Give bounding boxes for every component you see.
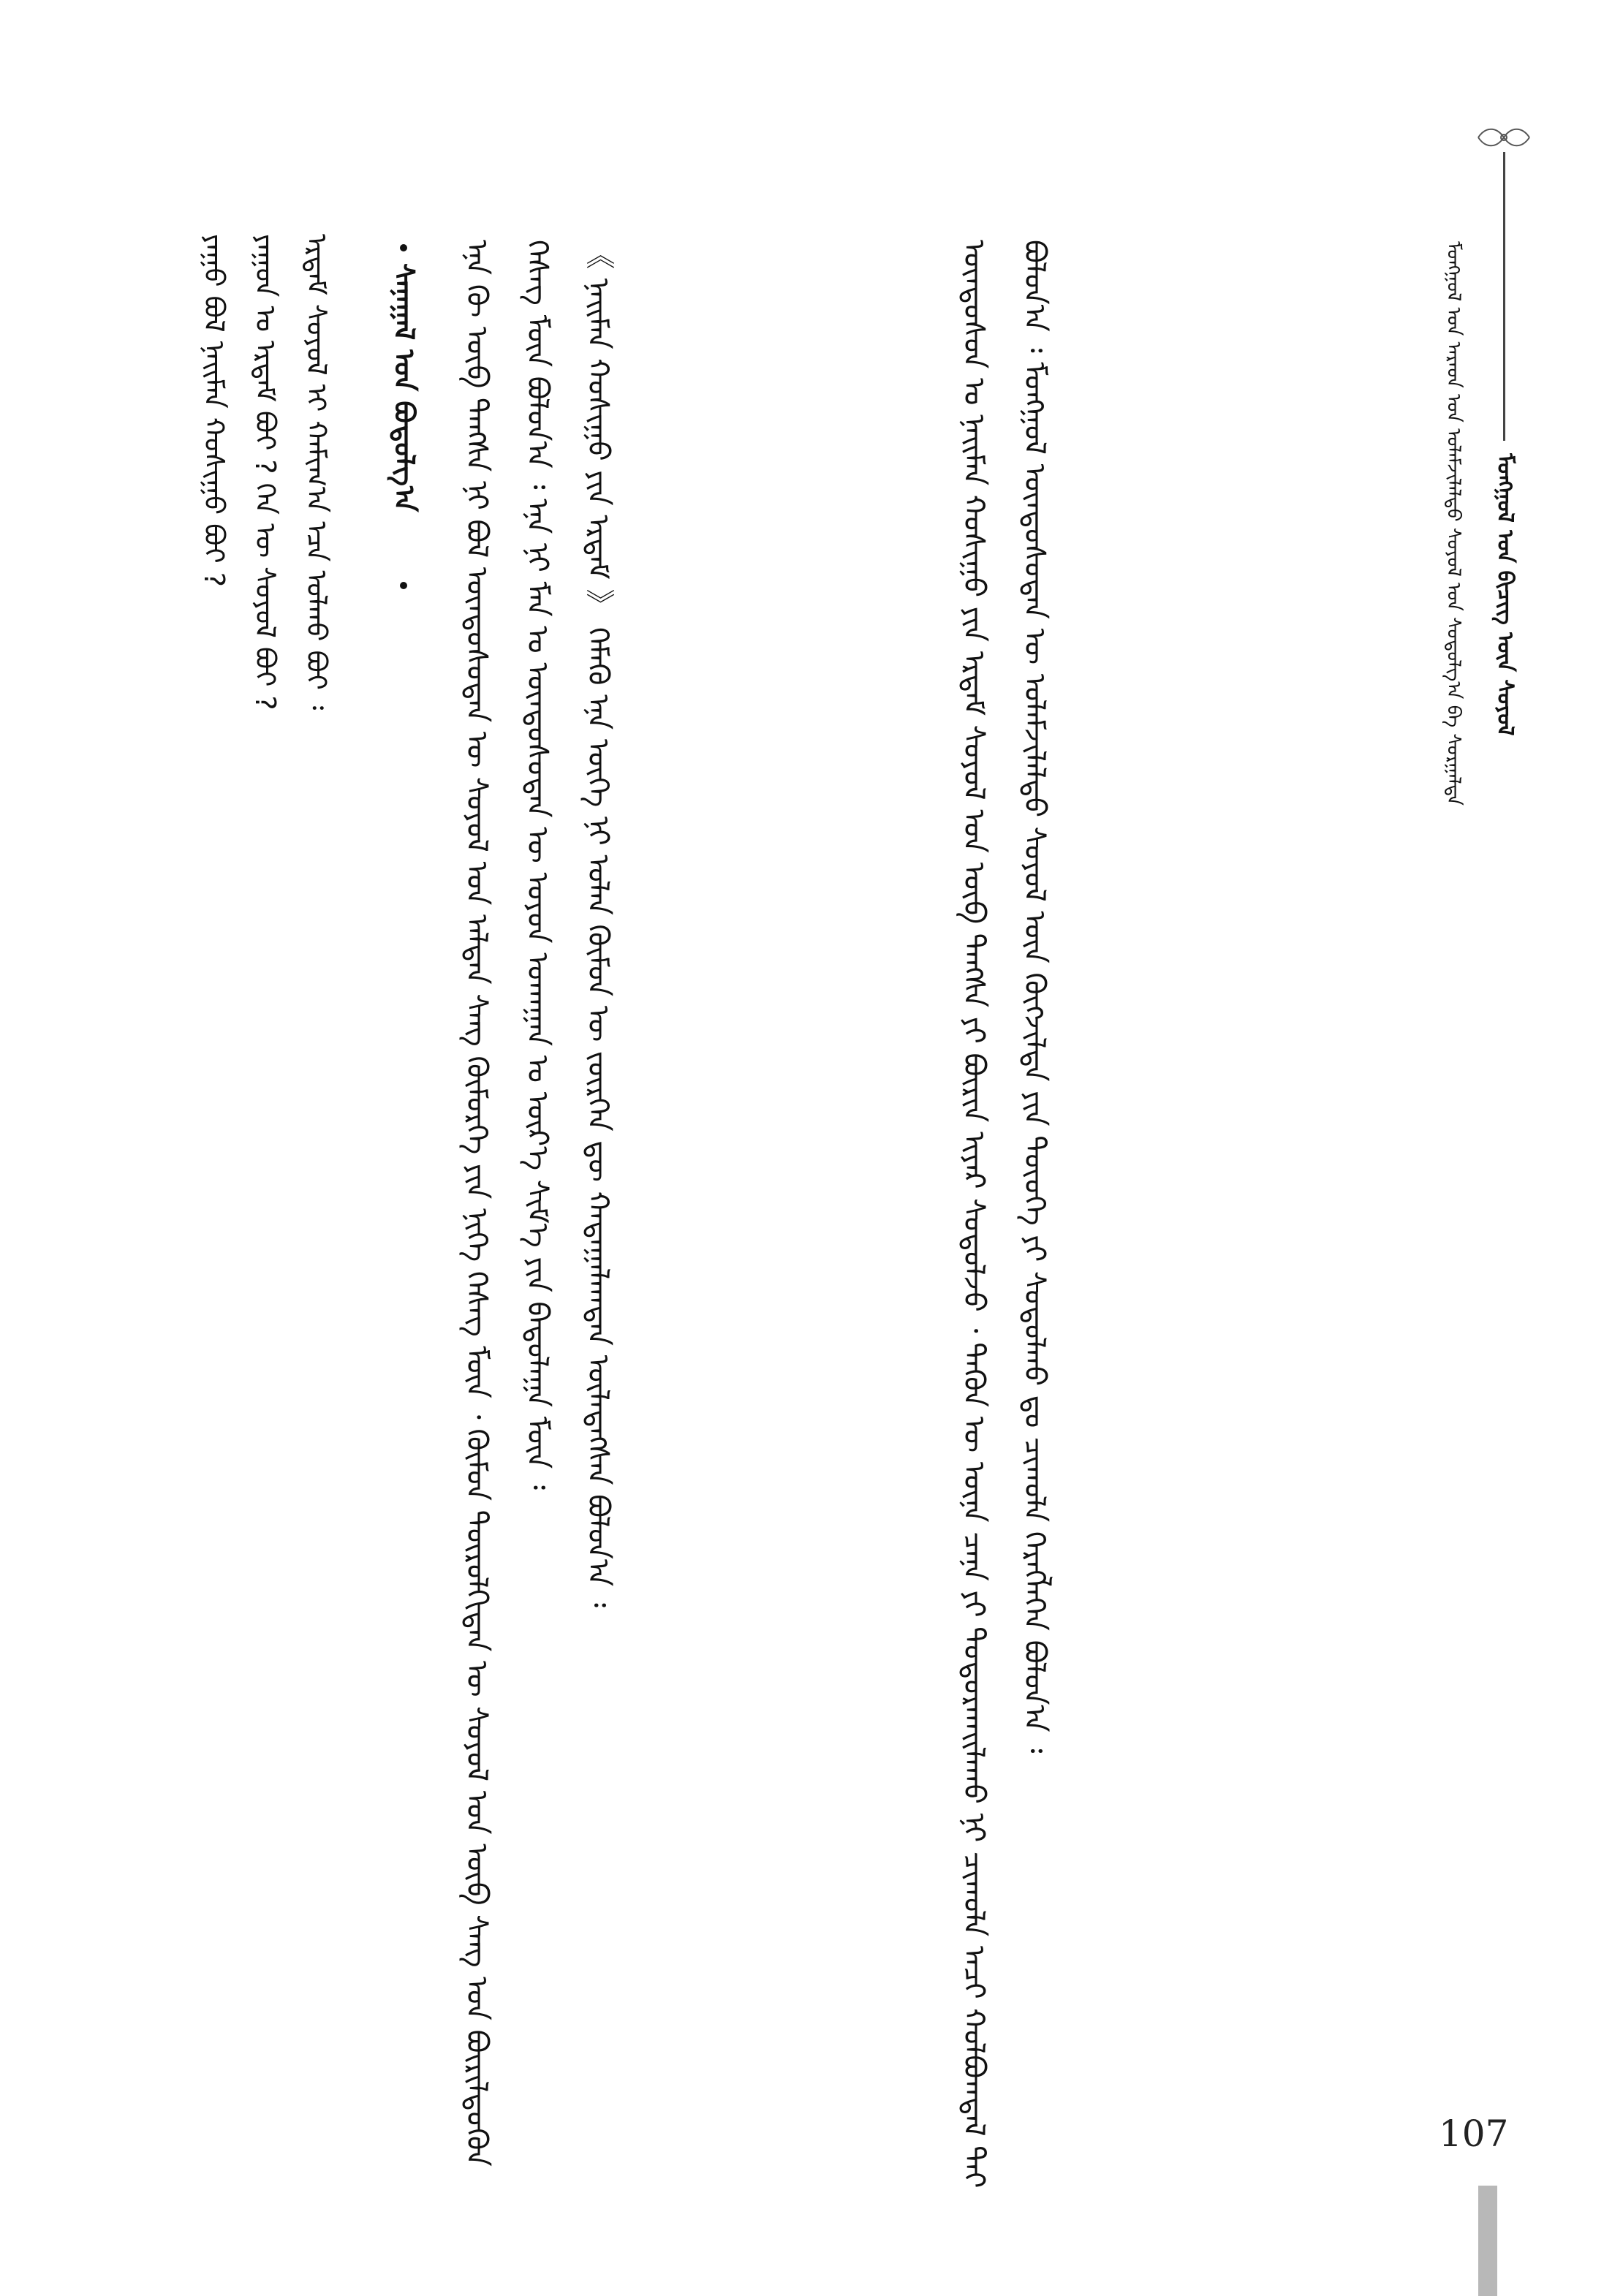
- body-paragraph: ᠡᠨᠡ ᠬᠦ ᠦᠪ ᠳᠠᠩᠰᠠ ᠨᠢ ᠪᠣᠯ ᠦᠨᠳᠦᠰᠦᠲᠡᠨ ᠦ ᠰᠣᠶᠣᠯ ᠤᠨ ᠠᠯᠲᠠᠨ ᠰᠠᠩ ᠬᠥᠮᠥᠷᠭᠡ ᠶᠢᠨ ᠨᠢᠭᠡ ᠬᠡᠰᠡᠭ ᠮᠥᠨ ᠂ ᠬᠦᠮᠦᠨ ᠲᠥᠷᠥᠯᠬᠢᠲᠡᠨ ᠦ ᠰᠣᠶᠣᠯ ᠤᠨ ᠦᠪ ᠰᠠᠩ ᠤᠨ ᠪᠦᠷᠢᠯᠳᠦᠬᠦᠨ ᠬᠡᠰᠡᠭ ᠮᠥᠨ ᠪᠣᠯᠤᠨ᠎ᠠ ᠄ ᠡᠨᠡ ᠨᠢ ᠮᠠᠨ ᠤ ᠦᠨᠳᠦᠰᠦᠲᠡᠨ ᠦ ᠣᠶᠤᠨ ᠤᠬᠠᠭᠠᠨ ᠤ ᠦᠷ᠎ᠡ ᠰᠢᠮ᠎ᠡ ᠶᠢᠨ ᠪᠠᠲᠤᠯᠠᠭᠠ ᠮᠥᠨ ᠄: [460, 240, 554, 2167]
- section-heading: ᠰᠠᠨᠠᠭᠠᠯ ᠤᠨ ᠪᠣᠳᠣᠯᠭ᠎ᠠ: [388, 263, 420, 512]
- header-ornament-icon: [1471, 123, 1537, 152]
- body-text-column-group-1: [943, 240, 1426, 2235]
- body-paragraph: 《 ᠨᠠᠢᠮᠠᠨ ᠬᠣᠰᠢᠭᠤ ᠶᠢᠨ ᠡᠷᠳᠡᠮ 》 ᠬᠡᠮᠡᠬᠦ ᠡᠨᠡ ᠦᠬᠡ ᠨᠢ ᠣᠯᠠᠨ ᠬᠦᠮᠦᠨ ᠦ ᠵᠦᠷᠬᠡᠨ ᠳᠦ ᠬᠠᠳᠠᠭᠠᠯᠠᠭᠳᠠᠨ ᠦᠯᠡᠳᠡᠭᠰᠡᠨ ᠪᠣᠯᠤᠨ᠎ᠠ ᠄: [581, 240, 615, 1607]
- page-number: 107: [1439, 2113, 1509, 2155]
- poem-line: ᠡᠷᠳᠡᠮ ᠰᠣᠶᠣᠯ ᠢ ᠬᠠᠮᠢᠭ᠎ᠠ ᠡᠴᠡ ᠣᠯᠬᠤ ᠪᠣᠢ ᠄: [300, 234, 333, 711]
- body-paragraph: ᠦᠨᠳᠦᠰᠦᠨ ᠤ ᠨᠠᠢᠮᠠᠨ ᠬᠣᠰᠢᠭᠤ ᠶᠢᠨ ᠡᠷᠳᠡᠮ ᠰᠣᠶᠣᠯ ᠤᠨ ᠦᠪ ᠳᠠᠩᠰᠠ ᠶᠢ ᠪᠦᠷᠢᠨ ᠢᠶᠡᠷ ᠰᠤᠳᠤᠯᠵᠤ ᠂ ᠲᠡᠭᠦᠨ ᠦ ᠦᠨᠡ ᠴᠡᠨᠡ ᠶᠢ ᠲᠣᠳᠤᠷᠬᠠᠢᠯᠠᠬᠤ ᠨᠢ ᠴᠢᠬᠤᠯᠠ ᠠᠴᠢ ᠬᠣᠯᠪᠣᠭᠳᠠᠯ ᠲᠠᠢ ᠪᠣᠯᠤᠨ᠎ᠠ ᠄ ᠮᠣᠩᠭᠣᠯ ᠦᠨᠳᠦᠰᠦᠲᠡᠨ ᠦ ᠤᠯᠠᠮᠵᠢᠯᠠᠯᠲᠤ ᠰᠣᠶᠣᠯ ᠦᠨ ᠬᠥᠭᠵᠢᠯᠲᠡ ᠶᠢᠨ ᠲᠦᠦᠬᠡ ᠶᠢ ᠰᠤᠳᠤᠯᠬᠤ ᠳᠤ ᠴᠢᠬᠤᠯᠠ ᠬᠡᠷᠡᠭᠯᠡᠭᠡᠨ ᠪᠣᠯᠤᠨ᠎ᠠ ᠄: [957, 240, 1051, 2189]
- running-header-title: ᠮᠣᠩᠭᠣᠯ ᠤᠨ ᠪᠢᠴᠢᠭ ᠦᠨ ᠰᠣᠶᠣᠯ: [1492, 453, 1518, 736]
- page-edge-tab: [1478, 2186, 1497, 2296]
- heading-bullet-icon: [400, 582, 407, 589]
- header-rule: [1503, 152, 1505, 441]
- running-header-subtitle: ᠮᠣᠩᠭᠣᠯ ᠤᠨ ᠠᠷᠠᠳ ᠤᠨ ᠤᠯᠠᠮᠵᠢᠯᠠᠯᠲᠤ ᠰᠣᠶᠣᠯ ᠤᠨ ᠰᠤᠳᠤᠯᠭ᠎ᠠ ᠪᠠ ᠰᠣᠷᠭᠠᠯᠲᠠ: [1442, 241, 1464, 806]
- body-text-column-group-2: [446, 240, 928, 2235]
- poem-line: ᠶᠠᠭᠤ ᠪᠣᠯ ᠨᠠᠢᠮᠠᠨ ᠬᠣᠰᠢᠭᠤ ᠪᠣᠢ ?: [198, 234, 230, 587]
- poem-line: ᠶᠠᠭᠤᠨ ᠤ ᠡᠷᠳᠡᠮ ᠪᠣᠢ ? ᠬᠡᠨ ᠦ ᠰᠣᠶᠣᠯ ᠪᠣᠢ ?: [249, 234, 281, 711]
- poem-block: [189, 234, 357, 2266]
- heading-bullet-icon: [400, 244, 407, 251]
